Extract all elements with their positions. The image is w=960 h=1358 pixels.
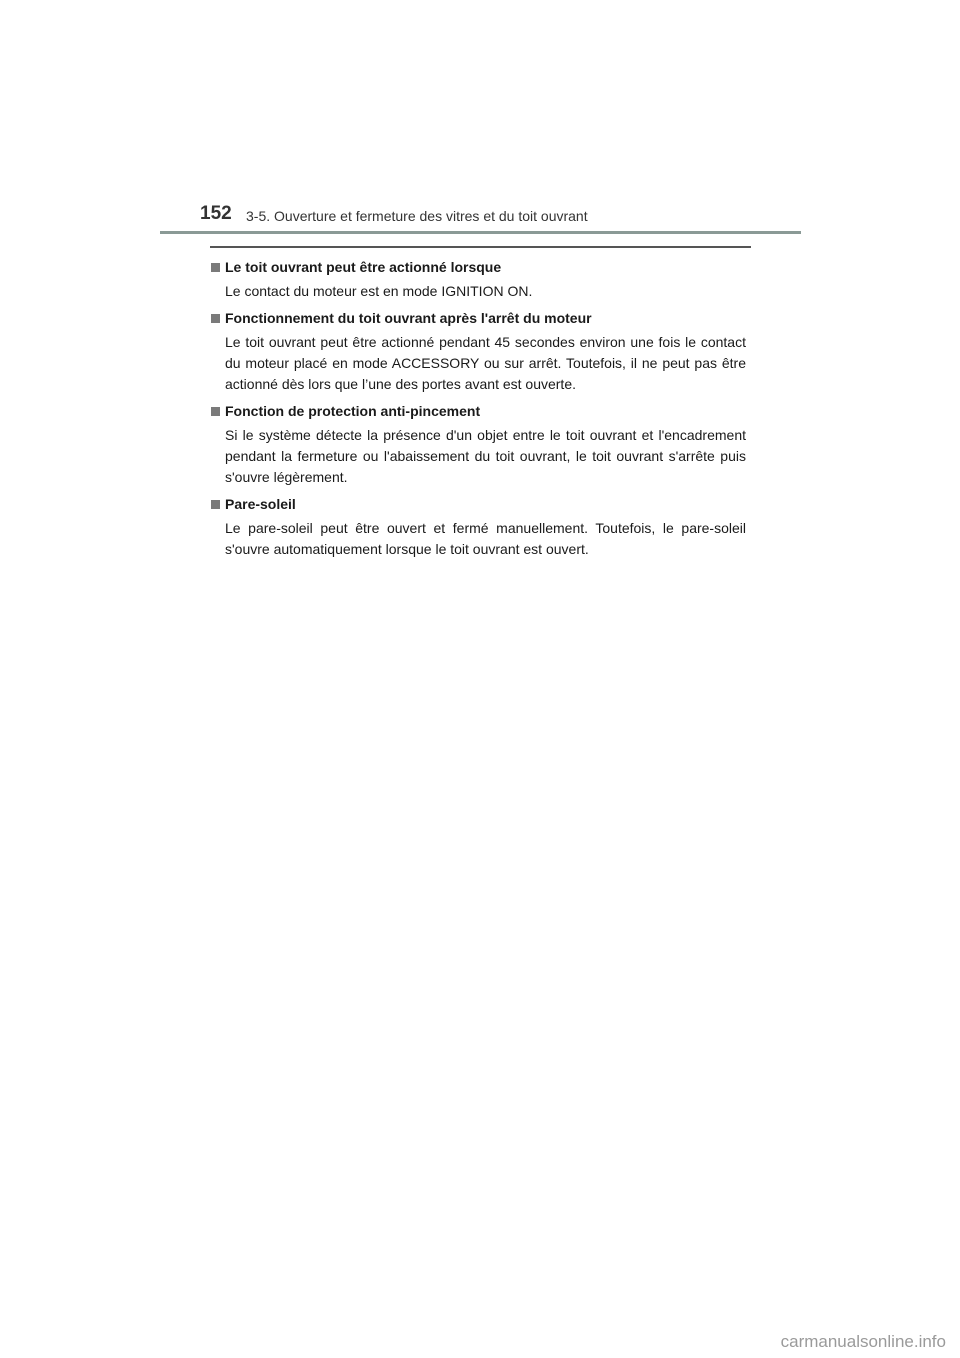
heading-text: Le toit ouvrant peut être actionné lorsque (225, 259, 502, 275)
heading-text: Fonction de protection anti-pincement (225, 403, 481, 419)
content-area (211, 257, 746, 566)
section-heading (211, 494, 746, 514)
section-body: Le toit ouvrant peut être actionné pendant 45 secondes environ une fois le contact du moteur placé en mode ACCESSORY ou sur arrêt. Toutefois, il ne peut pas être actionné dès lors que l’une des portes avant est ouverte. (225, 334, 746, 392)
square-bullet-icon (211, 407, 220, 416)
content-divider (210, 246, 751, 248)
heading-text: Pare-soleil (225, 496, 296, 512)
section-heading (211, 308, 746, 328)
section-heading (211, 401, 746, 421)
square-bullet-icon (211, 263, 220, 272)
section-operation-conditions (211, 257, 746, 302)
section-body: Le pare-soleil peut être ouvert et fermé manuellement. Toutefois, le pare-soleil s'ouvre automatiquement lorsque le toit ouvrant est ouvert. (225, 520, 746, 557)
section-heading (211, 257, 746, 277)
section-anti-pinch (211, 401, 746, 488)
square-bullet-icon (211, 500, 220, 509)
header-divider (160, 231, 801, 234)
heading-text: Fonctionnement du toit ouvrant après l'arrêt du moteur (225, 310, 592, 326)
section-body: Le contact du moteur est en mode IGNITION ON. (225, 283, 533, 299)
section-body: Si le système détecte la présence d'un objet entre le toit ouvrant et l'encadrement pendant la fermeture ou l'abaissement du toit ouvrant, le toit ouvrant s'arrête puis s'ouvre légèrement. (225, 427, 746, 485)
footer-watermark: carmanualsonline.info (780, 1332, 946, 1351)
section-title: 3-5. Ouverture et fermeture des vitres et du toit ouvrant (246, 208, 588, 224)
section-after-engine-stop (211, 308, 746, 395)
square-bullet-icon (211, 314, 220, 323)
section-sunshade (211, 494, 746, 560)
page-number: 152 (200, 203, 232, 224)
